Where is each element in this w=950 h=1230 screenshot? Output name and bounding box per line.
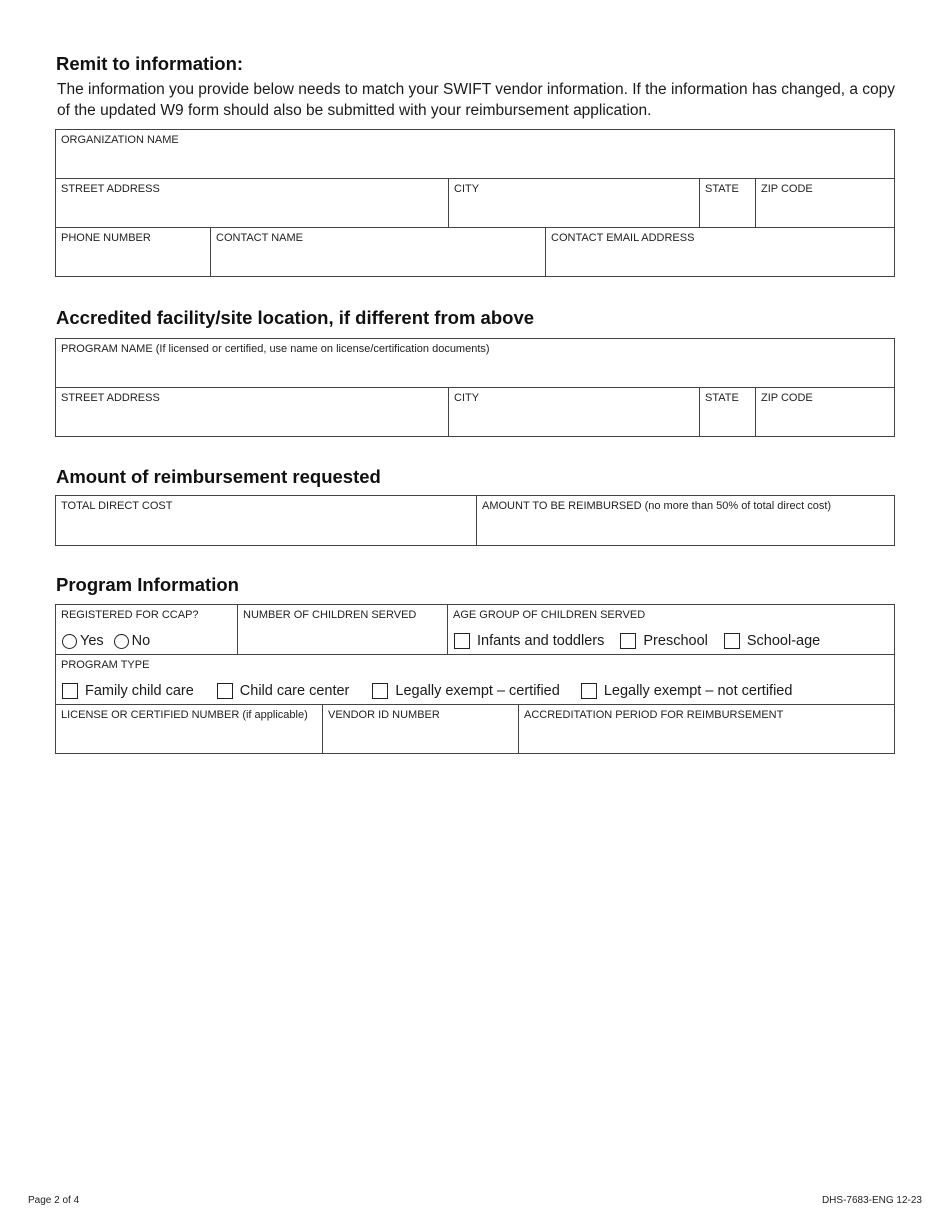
ccap-no-label: No <box>131 633 151 649</box>
site-state-field[interactable] <box>699 388 755 436</box>
ccap-label: REGISTERED FOR CCAP? <box>61 609 199 621</box>
street-address-label: STREET ADDRESS <box>61 183 160 195</box>
age-infants-label: Infants and toddlers <box>477 633 605 649</box>
license-number-field[interactable] <box>56 705 322 753</box>
page-number: Page 2 of 4 <box>28 1195 80 1206</box>
program-name-label: PROGRAM NAME (If licensed or certified, use name on license/certification documents) <box>61 343 490 355</box>
age-group-field <box>447 605 894 654</box>
type-family-label: Family child care <box>85 683 194 699</box>
ccap-yes-option[interactable] <box>62 633 104 649</box>
state-label: STATE <box>705 183 739 195</box>
type-option-center[interactable] <box>217 683 350 699</box>
site-heading: Accredited facility/site location, if different from above <box>56 307 535 328</box>
site-grid <box>55 338 895 437</box>
age-school-age-label: School-age <box>746 633 821 649</box>
zip-code-field[interactable] <box>755 179 894 227</box>
age-group-options <box>454 633 820 649</box>
site-state-label: STATE <box>705 392 739 404</box>
site-city-label: CITY <box>454 392 480 404</box>
amount-reimbursed-label: AMOUNT TO BE REIMBURSED (no more than 50% of total direct cost) <box>482 500 832 512</box>
amount-heading: Amount of reimbursement requested <box>56 466 381 487</box>
age-option-infants[interactable] <box>454 633 604 649</box>
vendor-id-label: VENDOR ID NUMBER <box>328 709 440 721</box>
type-exempt-certified-checkbox[interactable] <box>372 683 388 699</box>
remit-intro: The information you provide below needs to match your SWIFT vendor information. If the information has changed, a copy of the updated W9 form should also be submitted with your reimbursement application. <box>57 81 896 119</box>
ccap-no-option[interactable] <box>114 633 151 649</box>
program-type-options <box>62 683 792 699</box>
type-exempt-not-certified-label: Legally exempt – not certified <box>603 683 793 699</box>
site-zip-code-field[interactable] <box>755 388 894 436</box>
total-direct-cost-field[interactable] <box>56 496 476 545</box>
site-street-address-field[interactable] <box>56 388 448 436</box>
city-label: CITY <box>454 183 480 195</box>
accreditation-period-label: ACCREDITATION PERIOD FOR REIMBURSEMENT <box>524 709 784 721</box>
site-zip-code-label: ZIP CODE <box>761 392 813 404</box>
contact-email-label: CONTACT EMAIL ADDRESS <box>551 232 695 244</box>
type-option-exempt-not-certified[interactable] <box>581 683 793 699</box>
zip-code-label: ZIP CODE <box>761 183 813 195</box>
num-children-label: NUMBER OF CHILDREN SERVED <box>243 609 417 621</box>
amount-reimbursed-field[interactable] <box>476 496 894 545</box>
age-infants-checkbox[interactable] <box>454 633 470 649</box>
ccap-no-radio[interactable] <box>114 634 129 649</box>
phone-number-field[interactable] <box>56 228 210 276</box>
type-exempt-certified-label: Legally exempt – certified <box>395 683 560 699</box>
state-field[interactable] <box>699 179 755 227</box>
contact-email-field[interactable] <box>545 228 894 276</box>
organization-name-label: ORGANIZATION NAME <box>61 134 179 146</box>
contact-name-label: CONTACT NAME <box>216 232 303 244</box>
program-type-field <box>56 655 894 704</box>
phone-number-label: PHONE NUMBER <box>61 232 151 244</box>
type-center-checkbox[interactable] <box>217 683 233 699</box>
type-option-family[interactable] <box>62 683 194 699</box>
age-school-age-checkbox[interactable] <box>724 633 740 649</box>
organization-name-field[interactable] <box>56 130 894 178</box>
site-city-field[interactable] <box>448 388 699 436</box>
contact-name-field[interactable] <box>210 228 545 276</box>
ccap-yes-radio[interactable] <box>62 634 77 649</box>
amount-grid <box>55 495 895 546</box>
type-family-checkbox[interactable] <box>62 683 78 699</box>
vendor-id-field[interactable] <box>322 705 518 753</box>
license-number-label: LICENSE OR CERTIFIED NUMBER (if applicable) <box>61 709 308 721</box>
site-street-address-label: STREET ADDRESS <box>61 392 160 404</box>
form-id: DHS-7683-ENG 12-23 <box>821 1195 922 1206</box>
ccap-field <box>56 605 237 654</box>
total-direct-cost-label: TOTAL DIRECT COST <box>61 500 173 512</box>
city-field[interactable] <box>448 179 699 227</box>
program-heading: Program Information <box>56 574 239 595</box>
num-children-field[interactable] <box>237 605 447 654</box>
type-center-label: Child care center <box>239 683 350 699</box>
age-preschool-checkbox[interactable] <box>620 633 636 649</box>
type-exempt-not-certified-checkbox[interactable] <box>581 683 597 699</box>
age-group-label: AGE GROUP OF CHILDREN SERVED <box>453 609 646 621</box>
remit-grid <box>55 129 895 277</box>
remit-heading: Remit to information: <box>56 53 244 74</box>
street-address-field[interactable] <box>56 179 448 227</box>
age-preschool-label: Preschool <box>643 633 708 649</box>
program-type-label: PROGRAM TYPE <box>61 659 150 671</box>
program-name-field[interactable] <box>56 339 894 387</box>
ccap-yes-label: Yes <box>80 633 104 649</box>
accreditation-period-field[interactable] <box>518 705 894 753</box>
age-option-preschool[interactable] <box>620 633 707 649</box>
type-option-exempt-certified[interactable] <box>372 683 559 699</box>
age-option-school-age[interactable] <box>724 633 820 649</box>
ccap-options <box>62 633 150 649</box>
program-grid <box>55 604 895 754</box>
